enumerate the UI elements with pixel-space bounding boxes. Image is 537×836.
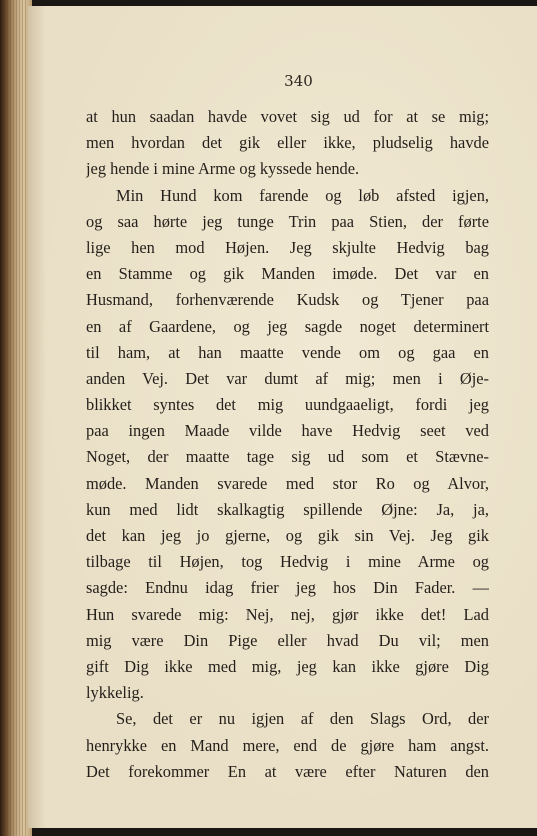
text-line: paa ingen Maade vilde have Hedvig seet ved bbox=[86, 421, 489, 441]
page-body-text bbox=[86, 104, 489, 785]
text-line: gift Dig ikke med mig, jeg kan ikke gjøre Dig bbox=[86, 656, 489, 676]
text-line: en af Gaardene, og jeg sagde noget determinert bbox=[86, 316, 489, 336]
text-line: kun med lidt skalkagtig spillende Øjne: Ja, ja, bbox=[86, 499, 489, 519]
text-line: Noget, der maatte tage sig ud som et Stævne- bbox=[86, 447, 489, 467]
text-line: mig være Din Pige eller hvad Du vil; men bbox=[86, 630, 489, 650]
text-line: tilbage til Højen, tog Hedvig i mine Arme og bbox=[86, 552, 489, 572]
text-line: lykkelig. bbox=[86, 683, 144, 703]
text-line: Se, det er nu igjen af den Slags Ord, der bbox=[116, 709, 489, 729]
text-line: Husmand, forhenværende Kudsk og Tjener paa bbox=[86, 290, 489, 310]
page-number: 340 bbox=[284, 72, 313, 90]
text-line: og saa hørte jeg tunge Trin paa Stien, der førte bbox=[86, 211, 489, 231]
text-line: men hvordan det gik eller ikke, pludselig havde bbox=[86, 133, 489, 153]
text-line: sagde: Endnu idag frier jeg hos Din Fader. — bbox=[86, 578, 489, 598]
text-line: Hun svarede mig: Nej, nej, gjør ikke det! Lad bbox=[86, 604, 489, 624]
text-line: det kan jeg jo gjerne, og gik sin Vej. Jeg gik bbox=[86, 526, 489, 545]
text-line: en Stamme og gik Manden imøde. Det var en bbox=[86, 264, 489, 284]
text-line: blikket syntes det mig uundgaaeligt, fordi jeg bbox=[86, 395, 489, 415]
text-line: Min Hund kom farende og løb afsted igjen, bbox=[116, 185, 489, 205]
text-line: henrykke en Mand mere, end de gjøre ham angst. bbox=[86, 735, 489, 755]
text-line: at hun saadan havde vovet sig ud for at se mig; bbox=[86, 107, 489, 126]
text-line: til ham, at han maatte vende om og gaa en bbox=[86, 342, 489, 362]
text-line: lige hen mod Højen. Jeg skjulte Hedvig bag bbox=[86, 237, 489, 257]
text-line: Det forekommer En at være efter Naturen den bbox=[86, 761, 489, 781]
text-line: jeg hende i mine Arme og kyssede hende. bbox=[86, 159, 360, 179]
text-line: møde. Manden svarede med stor Ro og Alvor, bbox=[86, 473, 489, 493]
text-line: anden Vej. Det var dumt af mig; men i Øje- bbox=[86, 368, 489, 388]
